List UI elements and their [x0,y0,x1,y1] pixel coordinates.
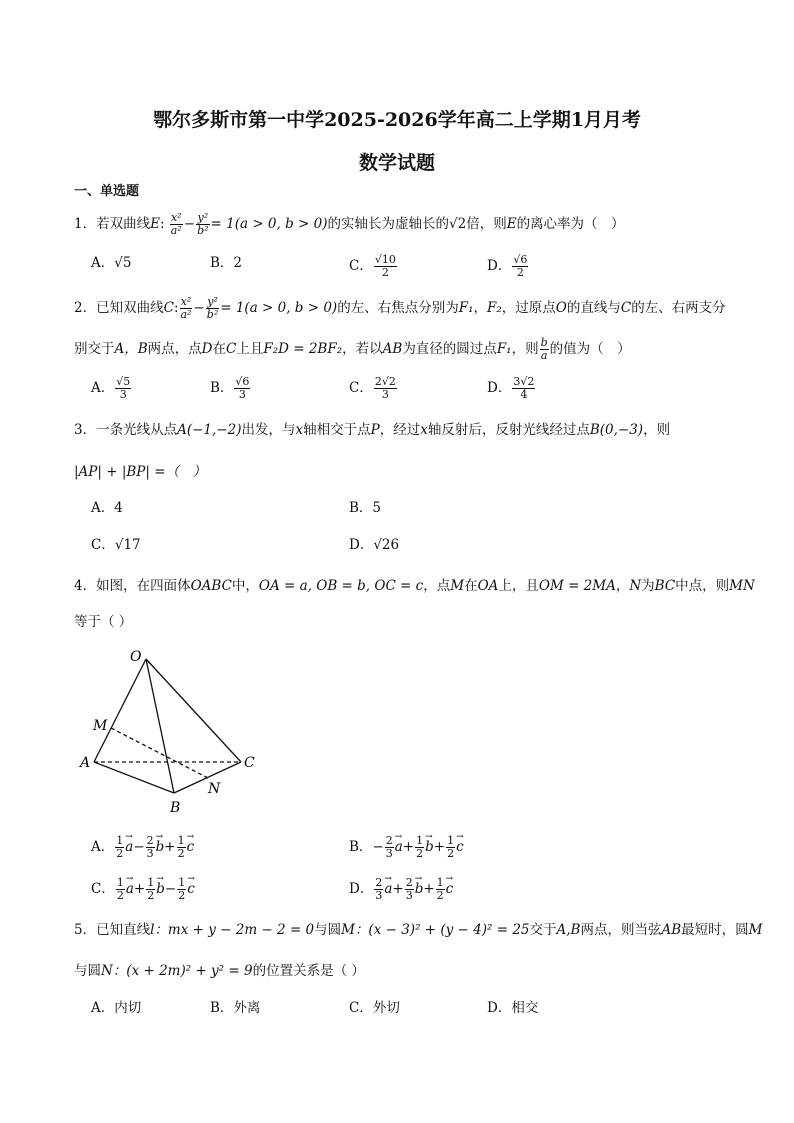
q5-option-c: C．外切 [349,1000,400,1016]
q2-option-c: C． $\frac{2√2}{3}$ [349,375,396,401]
segment-mn [111,728,208,778]
q2-option-a: A． $\frac{√5}{3}$ [91,375,131,401]
tetrahedron-figure [74,645,274,820]
question-4-stem-line1: 4．如图，在四面体OABC中，OA = a, OB = b, OC = c，点M在OA上，且OM = 2MA，N为BC中点，则MN [74,578,755,594]
question-4-stem-line2: 等于（ ） [74,614,133,630]
document-title: 鄂尔多斯市第一中学2025-2026学年高二上学期1月月考 [153,109,641,131]
q3-option-d: D．√26 [349,537,400,553]
question-3-stem-line2: |AP| + |BP| =（ ） [74,464,207,480]
edge-ob [146,659,174,793]
q5-option-a: A．内切 [91,1000,142,1016]
q3-option-a: A．4 [91,500,123,516]
vertex-label-a: A [80,755,91,771]
q2-option-b: B． $\frac{√6}{3}$ [210,375,250,401]
edge-oc [146,659,241,762]
vertex-label-b: B [170,800,181,816]
q1-option-d: D． $\frac{√6}{2}$ [487,253,528,279]
q4-option-a: A． $\frac{1}{2}$ → a− $\frac{2}{3}$ → b+ $\frac{1}{2}$ → c [91,835,194,860]
q4-option-d: D． $\frac{2}{3}$ → a+ $\frac{2}{3}$ → b+ $\frac{1}{2}$ → c [349,877,453,902]
question-3-stem-line1: 3．一条光线从点A(−1,−2)出发，与x轴相交于点P，经过x轴反射后，反射光线经过点B(0,−3)，则 [74,422,671,438]
point-label-n: N [208,781,221,797]
q5-option-d: D．相交 [487,1000,539,1016]
section-heading: 一、单选题 [74,184,140,199]
q4-option-c: C． $\frac{1}{2}$ → a+ $\frac{1}{2}$ → b− $\frac{1}{2}$ → c [91,877,195,902]
question-1-stem: 1．若双曲线E: $\frac{\text{x²}}{\text{a²}}$ − $\frac{\text{y²}}{\text{b²}}$ = 1(a > 0, b > 0)的实轴长为虚轴长的√2倍，则E的离心率为（ ） [74,211,625,237]
q3-option-c: C．√17 [91,537,141,553]
vertex-label-o: O [130,649,142,665]
q1-option-a: A．√5 [91,255,132,271]
edge-oa [94,659,146,762]
q3-option-b: B．5 [349,500,382,516]
q4-option-b: B．− $\frac{2}{3}$ → a+ $\frac{1}{2}$ → b+ $\frac{1}{2}$ → c [349,835,464,860]
q2-option-d: D． $\frac{3√2}{4}$ [487,375,535,401]
q1-option-c: C． $\frac{√10}{2}$ [349,253,396,279]
point-label-m: M [93,718,108,734]
question-2-stem-line1: 2．已知双曲线C: $\frac{\text{x²}}{\text{a²}}$ − $\frac{\text{y²}}{\text{b²}}$ = 1(a > 0, b > 0)的左、右焦点分别为F₁，F₂，过原点O的直线与C的左、右两支分 [74,295,726,321]
question-2-stem-line2: 别交于A，B两点，点D在C上且F₂D = 2BF₂，若以AB为直径的圆过点F₁，则 $\frac{b}{a}$ 的值为（ ） [74,336,631,362]
q1-option-b: B．2 [210,255,243,271]
q5-option-b: B．外离 [210,1000,261,1016]
vertex-label-c: C [244,755,255,771]
document-subtitle: 数学试题 [358,152,435,174]
edge-ab [94,762,174,793]
question-5-stem-line1: 5．已知直线l：mx + y − 2m − 2 = 0与圆M：(x − 3)² + (y − 4)² = 25交于A,B两点，则当弦AB最短时，圆M [74,922,763,938]
question-5-stem-line2: 与圆N：(x + 2m)² + y² = 9的位置关系是（ ） [74,963,365,979]
